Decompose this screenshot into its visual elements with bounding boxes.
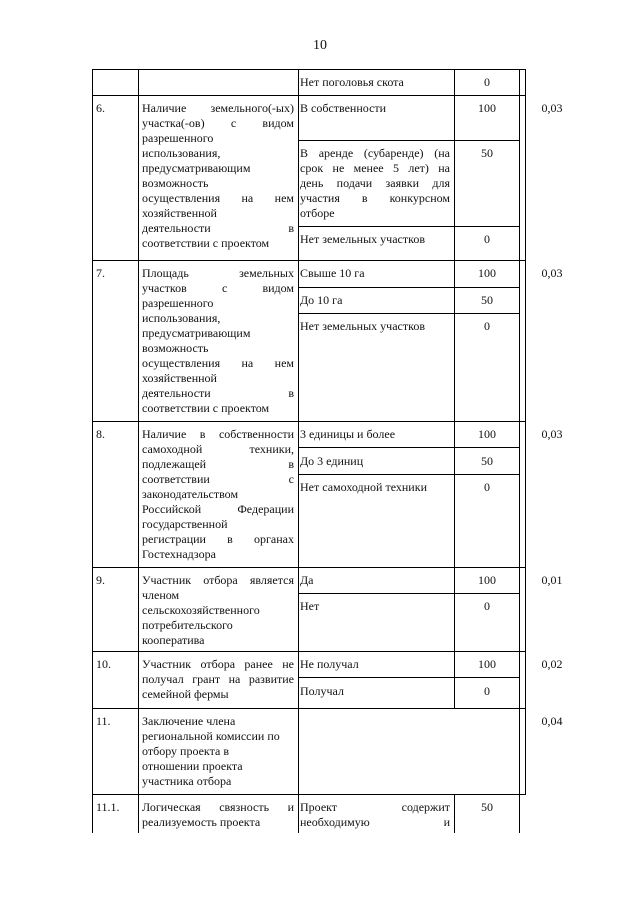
option-score: 0	[484, 480, 490, 494]
option-score: 100	[478, 101, 496, 115]
weight-value: 0,03	[541, 101, 563, 115]
row-number: 6.	[96, 101, 105, 115]
row-number: 11.	[96, 714, 111, 728]
option-score: 100	[478, 266, 496, 280]
option-score: 100	[478, 573, 496, 587]
option-text: Нет самоходной техники	[300, 480, 427, 494]
weight-value: 0,04	[541, 714, 563, 728]
weight-value: 0,01	[541, 573, 563, 587]
option-text: Получал	[300, 684, 344, 698]
row-number: 8.	[96, 427, 105, 441]
row-number: 11.1.	[96, 800, 120, 814]
option-text: Не получал	[300, 657, 359, 671]
option-text: Свыше 10 га	[300, 266, 365, 280]
option-score: 0	[484, 75, 490, 89]
option-text: Нет земельных участков	[300, 232, 425, 246]
option-score: 0	[484, 232, 490, 246]
option-text: Нет	[300, 599, 320, 613]
option-score: 100	[478, 427, 496, 441]
weight-value: 0,03	[541, 427, 563, 441]
option-score: 50	[481, 146, 493, 160]
option-text: До 3 единиц	[300, 454, 364, 468]
option-text: В собственности	[300, 101, 387, 115]
option-text: Нет поголовья скота	[300, 75, 404, 89]
option-text: Да	[300, 573, 314, 587]
row-number: 9.	[96, 573, 105, 587]
option-text: Нет земельных участков	[300, 319, 425, 333]
option-text: 3 единицы и более	[300, 427, 396, 441]
weight-value: 0,03	[541, 266, 563, 280]
option-score: 0	[484, 599, 490, 613]
page-number: 10	[313, 38, 327, 53]
weight-value: 0,02	[541, 657, 563, 671]
option-score: 50	[481, 293, 493, 307]
option-score: 0	[484, 684, 490, 698]
option-text: До 10 га	[300, 293, 343, 307]
option-score: 50	[481, 454, 493, 468]
option-score: 50	[481, 800, 493, 814]
row-number: 7.	[96, 266, 105, 280]
row-number: 10.	[96, 657, 111, 671]
option-score: 0	[484, 319, 490, 333]
option-score: 100	[478, 657, 496, 671]
